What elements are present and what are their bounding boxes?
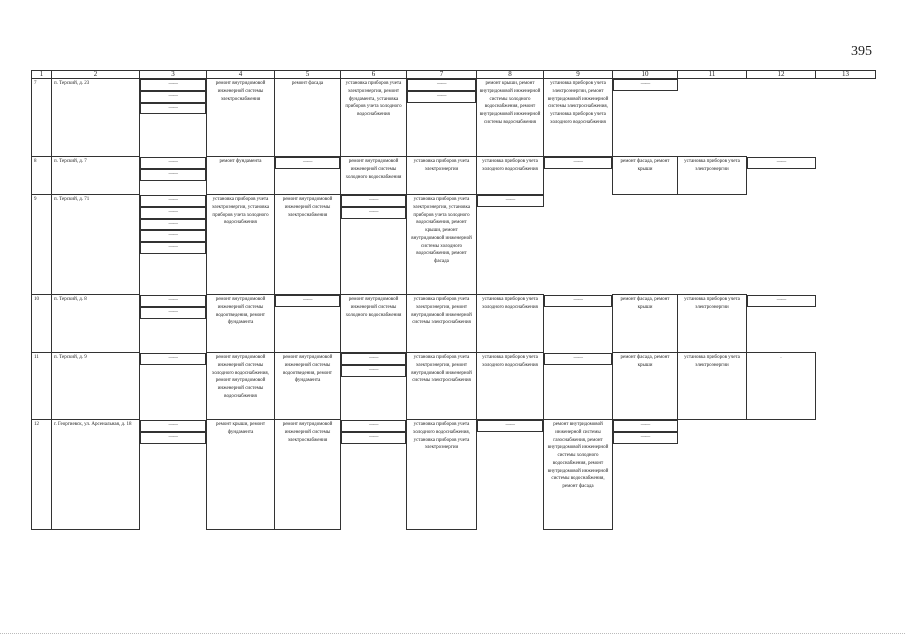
table-row bbox=[32, 79, 876, 157]
work-cell: —— bbox=[140, 307, 206, 319]
work-cell: ремонт крыши, ремонт фундамента bbox=[207, 420, 275, 530]
column-number: 12 bbox=[747, 71, 816, 79]
row-number: 11 bbox=[32, 353, 52, 420]
work-cell: ремонт внутридомовой инженерной системы электроснабжения bbox=[275, 195, 341, 295]
work-cell: —— bbox=[275, 157, 340, 169]
work-cell: установка приборов учета холодного водоснабжения, установка приборов учета электроэнергии bbox=[407, 420, 477, 530]
work-cell: установка приборов учета электроэнергии, ремонт фундамента, установка приборов учета холодного водоснабжения bbox=[341, 79, 407, 157]
work-cell: —— bbox=[341, 432, 406, 444]
header-row bbox=[32, 71, 876, 79]
work-cell: —— bbox=[140, 195, 206, 207]
address-cell: п. Терский, д. 23 bbox=[52, 79, 140, 157]
work-cell: ремонт фасада, ремонт крыши bbox=[613, 353, 678, 420]
work-cell: ремонт внутридомовой инженерной системы электроснабжения bbox=[207, 79, 275, 157]
table-row bbox=[32, 353, 876, 420]
work-cell: —— bbox=[747, 157, 816, 169]
work-cell: —— bbox=[407, 91, 476, 103]
work-cell: ремонт внутридомовой инженерной системы водоотведения, ремонт фундамента bbox=[207, 295, 275, 353]
work-cell: установка приборов учета холодного водоснабжения bbox=[477, 295, 544, 353]
work-cell: . bbox=[747, 353, 816, 420]
work-cell: —— bbox=[140, 242, 206, 254]
table-row bbox=[32, 157, 876, 195]
table-row bbox=[32, 195, 876, 295]
row-number: 10 bbox=[32, 295, 52, 353]
work-cell: —— bbox=[341, 365, 406, 377]
row-number: 12 bbox=[32, 420, 52, 530]
work-cell: установка приборов учета электроэнергии, ремонт внутридомовой инженерной системы электроснабжения bbox=[407, 353, 477, 420]
work-cell: ремонт внутридомовой инженерной системы холодного водоснабжения bbox=[341, 157, 407, 195]
column-number: 6 bbox=[341, 71, 407, 79]
column-number: 1 bbox=[32, 71, 52, 79]
page-number: 395 bbox=[851, 44, 872, 59]
work-cell: ремонт внутридомовой инженерной системы электроснабжения bbox=[275, 420, 341, 530]
work-cell: ремонт внутридомовой инженерной системы водоотведения, ремонт фундамента bbox=[275, 353, 341, 420]
column-number: 5 bbox=[275, 71, 341, 79]
work-cell: —— bbox=[341, 353, 406, 365]
work-cell: —— bbox=[140, 169, 206, 181]
column-number: 4 bbox=[207, 71, 275, 79]
work-cell: —— bbox=[407, 79, 476, 91]
work-cell: установка приборов учета электроэнергии, ремонт внутридомовой инженерной системы электроснабжения bbox=[407, 295, 477, 353]
column-number: 13 bbox=[816, 71, 876, 79]
work-cell: —— bbox=[140, 157, 206, 169]
work-cell: ремонт внутридомовой инженерной системы газоснабжения, ремонт внутридомовой инженерной системы холодного водоснабжения, ремонт внутридомовой инженерной системы водоснабжения, ремонт фасада bbox=[544, 420, 613, 530]
work-cell: установка приборов учета электроэнергии bbox=[407, 157, 477, 195]
work-cell: установка приборов учета электроэнергии, установка приборов учета холодного водоснабжения, ремонт крыши, ремонт внутридомовой инженерной системы холодного водоснабжения, ремонт фасада bbox=[407, 195, 477, 295]
column-number: 8 bbox=[477, 71, 544, 79]
column-number: 11 bbox=[678, 71, 747, 79]
work-cell: —— bbox=[140, 103, 206, 115]
work-cell: —— bbox=[477, 195, 544, 207]
work-cell: —— bbox=[140, 420, 206, 432]
work-cell: ремонт внутридомовой инженерной системы холодного водоснабжения, ремонт внутридомовой инженерной системы водоснабжения bbox=[207, 353, 275, 420]
work-cell: установка приборов учета электроэнергии bbox=[678, 353, 747, 420]
work-cell: —— bbox=[613, 420, 678, 432]
work-cell: —— bbox=[341, 420, 406, 432]
address-cell: п. Терский, д. 71 bbox=[52, 195, 140, 295]
work-cell: —— bbox=[140, 91, 206, 103]
work-cell: ремонт внутридомовой инженерной системы холодного водоснабжения bbox=[341, 295, 407, 353]
work-cell: —— bbox=[140, 207, 206, 219]
works-table bbox=[31, 70, 876, 530]
work-cell: установка приборов учета холодного водоснабжения bbox=[477, 353, 544, 420]
work-cell: —— bbox=[747, 295, 816, 307]
work-cell: ремонт фундамента bbox=[207, 157, 275, 195]
work-cell: —— bbox=[140, 295, 206, 307]
work-cell: —— bbox=[275, 295, 340, 307]
work-cell: —— bbox=[140, 353, 206, 365]
work-cell: установка приборов учета электроэнергии, установка приборов учета холодного водоснабжения bbox=[207, 195, 275, 295]
work-cell: —— bbox=[140, 432, 206, 444]
work-cell: ремонт фасада bbox=[275, 79, 341, 157]
table-row bbox=[32, 295, 876, 353]
column-number: 3 bbox=[140, 71, 207, 79]
work-cell: установка приборов учета электроэнергии bbox=[678, 157, 747, 195]
address-cell: п. Терский, д. 9 bbox=[52, 353, 140, 420]
row-number: 8 bbox=[32, 157, 52, 195]
work-cell: установка приборов учета холодного водоснабжения bbox=[477, 157, 544, 195]
row-number: 7 bbox=[32, 79, 52, 157]
work-cell: —— bbox=[477, 420, 543, 432]
work-cell: —— bbox=[341, 195, 406, 207]
work-cell: установка приборов учета электроэнергии bbox=[678, 295, 747, 353]
work-cell: установка приборов учета электроэнергии, ремонт внутридомовой инженерной системы электроснабжения, установка приборов учета холодного водоснабжения bbox=[544, 79, 613, 157]
work-cell: —— bbox=[544, 353, 612, 365]
work-cell: —— bbox=[140, 230, 206, 242]
work-cell: —— bbox=[613, 79, 678, 91]
address-cell: г. Георгиевск, ул. Арсенальная, д. 18 bbox=[52, 420, 140, 530]
work-cell: —— bbox=[140, 79, 206, 91]
work-cell: —— bbox=[140, 219, 206, 231]
work-cell: —— bbox=[613, 432, 678, 444]
row-number: 9 bbox=[32, 195, 52, 295]
work-cell: ремонт фасада, ремонт крыши bbox=[613, 295, 678, 353]
work-cell: ремонт крыши, ремонт внутридомовой инженерной системы холодного водоснабжения, ремонт внутридомовой инженерной системы водоснабжения bbox=[477, 79, 544, 157]
table-row bbox=[32, 420, 876, 530]
scan-artifact-line bbox=[0, 633, 905, 637]
column-number: 10 bbox=[613, 71, 678, 79]
work-cell: —— bbox=[341, 207, 406, 219]
column-number: 2 bbox=[52, 71, 140, 79]
column-number: 7 bbox=[407, 71, 477, 79]
work-cell: —— bbox=[544, 295, 612, 307]
work-cell: —— bbox=[544, 157, 612, 169]
column-number: 9 bbox=[544, 71, 613, 79]
work-cell: ремонт фасада, ремонт крыши bbox=[613, 157, 678, 195]
address-cell: п. Терский, д. 8 bbox=[52, 295, 140, 353]
address-cell: п. Терский, д. 7 bbox=[52, 157, 140, 195]
